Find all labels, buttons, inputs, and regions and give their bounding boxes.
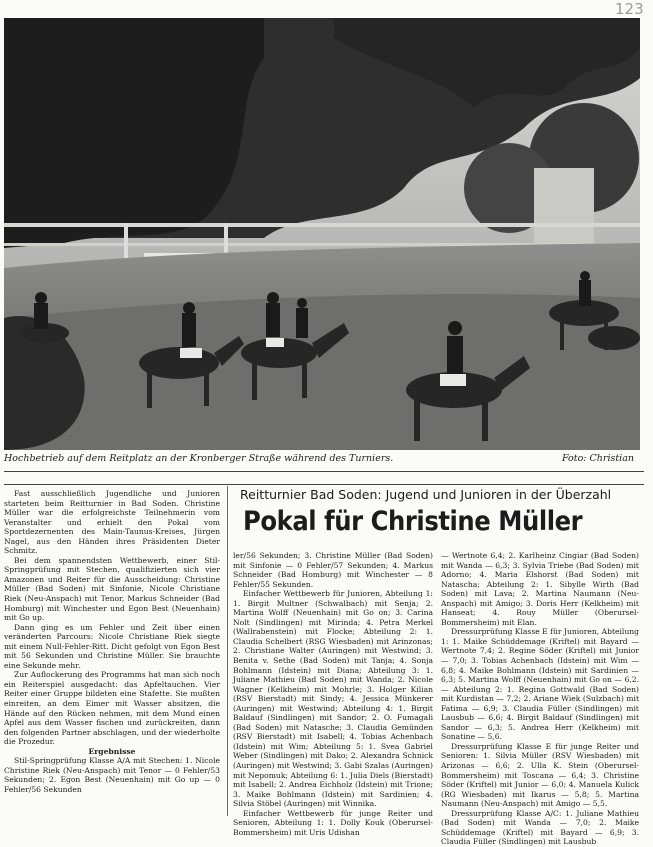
article-column-2 [233, 551, 433, 837]
paragraph: Fast ausschließlich Jugendliche und Junioren starteten beim Reitturnier in Bad Soden. Christine Müller war die erfolgreichste Teilnehmerin vom Veranstalter und erhielt den Pokal vom Sportdezernenten des Main-Taunus-Kreises, Jürgen Nagel, aus den Händen ihres Präsidenten Dieter Schmitz. [4, 489, 220, 556]
paragraph: Dressurprüfung Klasse E für junge Reiter und Senioren: 1. Silvia Müller (RSV Wiesbaden) mit Arizonas — 6,6; 2. Ulla K. Stein (Oberursel-Bommersheim) mit Toscana — 6,4; 3. Christine Söder (Kriftel) mit Junior — 6,0; 4. Manuela Kulick (RG Wiesbaden) mit Ikarus — 5,8; 5. Martina Naumann (Neu-Anspach) mit Amigo — 5,5. [441, 741, 639, 809]
paragraph: Dressurprüfung Klasse A/C: 1. Juliane Mathieu (Bad Soden) mit Wanda — 7,0; 2. Maike Schüddemage (Kriftel) mit Bayard — 6,9; 3. Claudia Füller (Sindlingen) mit Lausbub [441, 808, 639, 847]
paragraph: Dann ging es um Fehler und Zeit über einen veränderten Parcours: Nicole Christiane Riek siegte mit einem Null-Fehler-Ritt. Dicht gefolgt von Egon Best mit 56 Sekunden und Christine Müller. Sie brauchte eine Sekunde mehr. [4, 622, 220, 670]
article-kicker: Reitturnier Bad Soden: Jugend und Junioren in der Überzahl [240, 487, 612, 502]
paragraph: Bei dem spannendsten Wettbewerb, einer Stil-Springprüfung mit Stechen, qualifizierten sich vier Amazonen und Reiter für die Ausscheidung: Christine Müller (Bad Soden) mit Sinfonie, Nicole Christiane Riek (Neu-Anspach) mit Tenor, Markus Schneider (Bad Homburg) mit Winchester und Egon Best (Neuenhain) mit Go up. [4, 555, 220, 623]
photo-caption [4, 453, 640, 469]
paragraph: Einfacher Wettbewerb für Junioren, Abteilung 1: 1. Birgit Multner (Schwalbach) mit Senja; 2. Martina Wolff (Neuenhain) mit Go on; 3. Carina Nolt (Sindlingen) mit Mirinda; 4. Petra Merkel (Wallrabenstein) mit Flocke; Abteilung 2: 1. Claudia Schelbert (RSG Wiesbaden) mit Arinzonas; 2. Christiane Walter (Auringen) mit Westwind; 3. Benita v. Sethe (Bad Soden) mit Tanja; 4. Sonja Bohlmann (Idstein) mit Diana; Abteilung 3: 1. Juliane Mathieu (Bad Soden) mit Wanda; 2. Nicole Wagner (Kelkheim) mit Mohrle; 3. Holger Kilian (RSV Bierstadt) mit Sindy; 4. Jessica Münkerer (Auringen) mit Westwind; Abteilung 4: 1. Birgit Baldauf (Sindlingen) mit Sandor; 2. O. Fumagali (Bad Soden) mit Natasche; 3. Claudia Gemünden (RSV Bierstadt) mit Isabell; 4. Tobias Achenbach (Idstein) mit Wim; Abteilung 5: 1. Svea Gabriel Weber (Sindlingen) mit Dako; 2. Alexandra Schnick (Auringen) mit Westwind; 3. Gabi Szalas (Auringen) mit Nepomuk; Abteilung 6: 1. Julia Diels (Bierstadt) mit Isabell; 2. Andrea Eichholz (Idstein) mit Trione; 3. Maike Bohlmann (Idstein) mit Sardinien; 4. Silvia Stöbel (Auringen) mit Winnika. [233, 589, 433, 809]
paragraph: Stil-Springprüfung Klasse A/A mit Stechen: 1. Nicole Christine Riek (Neu-Anspach) mit Tenor — 0 Fehler/53 Sekunden; 2. Egon Best (Neuenhain) mit Go up — 0 Fehler/56 Sekunden [4, 756, 220, 794]
caption-text: Hochbetrieb auf dem Reitplatz an der Kronberger Straße während des Turniers. [4, 453, 394, 464]
tournament-photo [4, 18, 640, 450]
paragraph: Dressurprüfung Klasse E für Junioren, Abteilung 1: 1. Maike Schüddemage (Kriftel) mit Bayard — Wertnote 7,4; 2. Regine Söder (Kriftel) mit Junior — 7,0; 3. Tobias Achenbach (Idstein) mit Wim — 6,8; 4. Maike Bohlmann (Idstein) mit Sardinien — 6,3; 5. Martina Wolff (Neuenhain) mit Go on — 6,2. — Abteilung 2: 1. Regina Gottwald (Bad Soden) mit Kurdistan — 7,2; 2. Ariane Wiek (Sulzbach) mit Fatima — 6,9; 3. Claudia Füller (Sindlingen) mit Lausbub — 6,6; 4. Birgit Baldauf (Sindlingen) mit Sandor — 6,3; 5. Andrea Herr (Kelkheim) mit Sonatine — 5,6. [441, 627, 639, 742]
article-headline: Pokal für Christine Müller [243, 506, 583, 537]
article-column-1 [4, 489, 220, 819]
paragraph: Zur Auflockerung des Programms hat man sich noch ein Reiterspiel ausgedacht: das Apfeltauchen. Vier Reiter einer Gruppe bildeten eine Stafette. Sie mußten einreiten, an dem Eimer mit Wasser absitzen, die Hände auf den Rücken nehmen, mit dem Mund einen Apfel aus dem Wasser fischen und zurückreiten, dann den folgenden Partner abschlagen, und der wiederholte die Prozedur. [4, 670, 220, 747]
photo-credit: Foto: Christian [561, 453, 634, 464]
column-divider [227, 486, 228, 816]
paragraph: — Wertnote 6,4; 2. Karlheinz Cingiar (Bad Soden) mit Wanda — 6,3; 3. Sylvia Triebe (Bad Soden) mit Adorno; 4. Maria Elshorst (Bad Soden) mit Natascha; Abteilung 2: 1. Sibylle Wirth (Bad Soden) mit Lava; 2. Martina Naumann (Neu-Anspach) mit Amigo; 3. Doris Herr (Kelkheim) mit Hanseat; 4. Rouy Müller (Oberursel-Bommersheim) mit Elan. [441, 551, 639, 627]
divider-line [4, 484, 644, 485]
horse-riders-photo [4, 18, 640, 450]
divider-line [4, 471, 644, 472]
page-number: 123 [615, 0, 644, 18]
article-column-3 [441, 551, 639, 847]
paragraph: ler/56 Sekunden; 3. Christine Müller (Bad Soden) mit Sinfonie — 0 Fehler/57 Sekunden; 4. Markus Schneider (Bad Homburg) mit Winchester — 8 Fehler/55 Sekunden. [233, 551, 433, 589]
results-heading: Ergebnisse [88, 746, 136, 756]
paragraph: Einfacher Wettbewerb für junge Reiter und Senioren, Abteilung 1: 1. Dolly Kouk (Oberursel-Bommersheim) mit Uris Udishan [233, 808, 433, 837]
